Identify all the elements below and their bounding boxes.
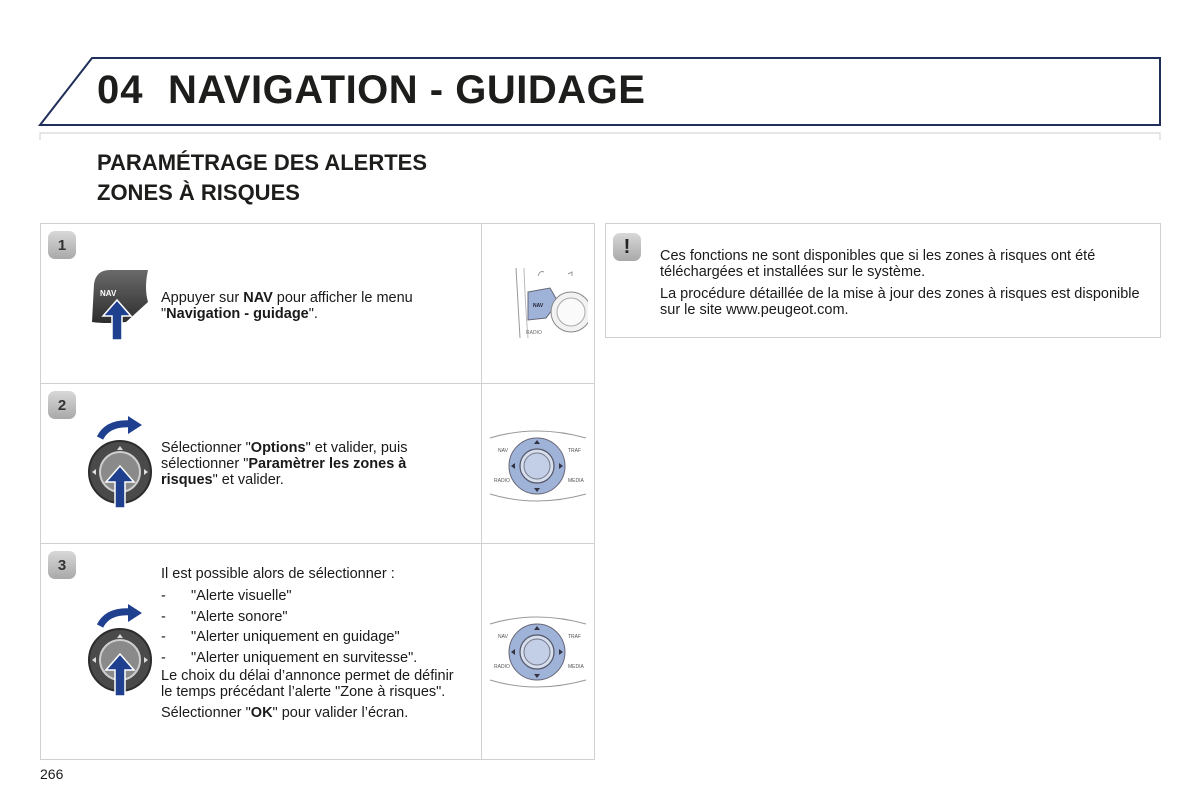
- svg-text:RADIO: RADIO: [526, 330, 542, 336]
- step-2: [40, 383, 595, 544]
- note-text: [660, 248, 1155, 324]
- warning-note: [605, 223, 1161, 338]
- control-panel-illustration: [488, 612, 588, 697]
- rotary-knob-rotate-press-icon: [86, 604, 161, 709]
- section-title-line1: PARAMÉTRAGE DES ALERTES: [97, 150, 428, 175]
- section-title: [97, 148, 427, 208]
- section-title-line2: ZONES À RISQUES: [97, 180, 300, 205]
- step-divider: [481, 224, 482, 383]
- step-3: [40, 543, 595, 760]
- delay-paragraph: Le choix du délai d’annonce permet de définir le temps précédant l’alerte "Zone à risques".: [161, 668, 454, 700]
- step-2-instruction: Sélectionner "Options" et valider, puis sélectionner "Paramètrer les zones à risques" et valider.: [161, 440, 408, 488]
- validate-instruction: Sélectionner "OK" pour valider l’écran.: [161, 705, 409, 721]
- svg-text:NAV: NAV: [498, 448, 508, 454]
- svg-text:MEDIA: MEDIA: [568, 664, 584, 670]
- svg-text:MEDIA: MEDIA: [568, 478, 584, 484]
- alert-options-list: [161, 586, 466, 668]
- step-divider: [481, 384, 482, 543]
- list-item: - "Alerter uniquement en guidage": [161, 627, 466, 648]
- step-1: [40, 223, 595, 384]
- rotary-knob-rotate-press-icon: [86, 416, 161, 521]
- options-intro: Il est possible alors de sélectionner :: [161, 566, 395, 582]
- svg-text:TRAF: TRAF: [568, 634, 582, 640]
- step-3-instruction: [161, 566, 466, 721]
- svg-text:RADIO: RADIO: [494, 664, 510, 670]
- list-item: - "Alerte visuelle": [161, 586, 466, 607]
- svg-text:NAV: NAV: [533, 303, 544, 309]
- note-paragraph-1: Ces fonctions ne sont disponibles que si les zones à risques ont été téléchargées et installées sur le système.: [660, 248, 1096, 280]
- control-panel-illustration: [488, 426, 588, 511]
- step-number-badge: 2: [48, 391, 76, 419]
- nav-button-press-icon: [86, 266, 156, 351]
- step-1-instruction: Appuyer sur NAV pour afficher le menu "Navigation - guidage".: [161, 290, 413, 322]
- step-divider: [481, 544, 482, 759]
- svg-text:NAV: NAV: [498, 634, 508, 640]
- step-number-badge: 1: [48, 231, 76, 259]
- chapter-title: NAVIGATION - GUIDAGE: [168, 68, 646, 112]
- warning-icon: !: [613, 233, 641, 261]
- note-paragraph-2: La procédure détaillée de la mise à jour des zones à risques est disponible sur le site www.peugeot.com.: [660, 286, 1140, 318]
- svg-text:RADIO: RADIO: [494, 478, 510, 484]
- nav-panel-illustration: [488, 262, 588, 347]
- list-item: - "Alerter uniquement en survitesse".: [161, 648, 466, 669]
- svg-text:TRAF: TRAF: [568, 448, 582, 454]
- svg-text:NAV: NAV: [100, 289, 117, 298]
- step-number-badge: 3: [48, 551, 76, 579]
- chapter-number: 04: [97, 68, 144, 112]
- page-number: 266: [40, 766, 64, 782]
- list-item: - "Alerte sonore": [161, 607, 466, 628]
